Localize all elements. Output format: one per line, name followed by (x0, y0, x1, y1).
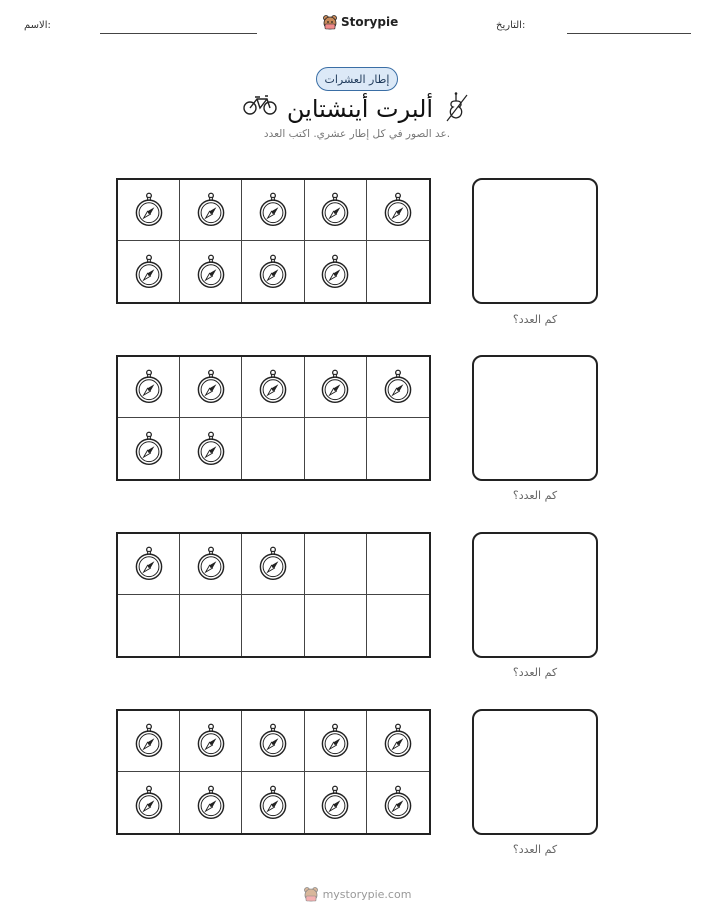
frame-cell (305, 772, 367, 833)
frame-cell (305, 180, 367, 241)
compass-icon (193, 190, 229, 230)
compass-icon (255, 783, 291, 823)
footer (0, 886, 714, 902)
compass-icon (193, 544, 229, 584)
frame-cell (242, 772, 304, 833)
how-many-question-2: كم العدد؟ (512, 489, 558, 502)
brand-logo (322, 14, 398, 30)
compass-icon (131, 252, 167, 292)
frame-cell (118, 241, 180, 302)
frame-cell (242, 357, 304, 418)
compass-icon (193, 367, 229, 407)
date-label: التاريخ: (496, 20, 526, 31)
frame-cell (180, 534, 242, 595)
frame-cell (305, 357, 367, 418)
compass-icon (380, 721, 416, 761)
frame-cell (367, 595, 429, 656)
instructions: عد الصور في كل إطار عشري. اكتب العدد. (263, 128, 451, 140)
frame-cell (242, 180, 304, 241)
name-line[interactable] (100, 33, 257, 34)
compass-icon (193, 252, 229, 292)
violin-icon (443, 91, 471, 123)
how-many-question-3: كم العدد؟ (512, 666, 558, 679)
frame-cell (180, 711, 242, 772)
frame-cell (305, 418, 367, 479)
compass-icon (255, 721, 291, 761)
ten-frame-4 (116, 709, 431, 835)
bear-mascot-icon (322, 14, 338, 30)
frame-cell (367, 772, 429, 833)
frame-cell (242, 711, 304, 772)
frame-cell (242, 241, 304, 302)
ten-frame-3 (116, 532, 431, 658)
compass-icon (317, 190, 353, 230)
bear-mascot-icon (303, 886, 319, 902)
compass-icon (131, 429, 167, 469)
answer-box-2[interactable] (472, 355, 598, 481)
ten-frame-1 (116, 178, 431, 304)
compass-icon (131, 783, 167, 823)
frame-cell (367, 711, 429, 772)
frame-cell (305, 534, 367, 595)
frame-cell (305, 595, 367, 656)
compass-icon (317, 721, 353, 761)
compass-icon (255, 252, 291, 292)
worksheet-badge: إطار العشرات (316, 67, 398, 91)
frame-cell (242, 595, 304, 656)
compass-icon (317, 367, 353, 407)
compass-icon (193, 721, 229, 761)
frame-cell (180, 241, 242, 302)
compass-icon (255, 190, 291, 230)
frame-cell (180, 357, 242, 418)
frame-cell (118, 180, 180, 241)
frame-cell (180, 595, 242, 656)
frame-cell (367, 180, 429, 241)
compass-icon (193, 783, 229, 823)
compass-icon (131, 367, 167, 407)
answer-box-1[interactable] (472, 178, 598, 304)
compass-icon (380, 367, 416, 407)
date-line[interactable] (567, 33, 691, 34)
frame-cell (305, 241, 367, 302)
compass-icon (317, 252, 353, 292)
frame-cell (367, 241, 429, 302)
frame-cell (180, 772, 242, 833)
compass-icon (380, 190, 416, 230)
bicycle-icon (243, 93, 277, 117)
ten-frame-2 (116, 355, 431, 481)
frame-cell (118, 418, 180, 479)
compass-icon (131, 721, 167, 761)
name-label: الاسم: (24, 20, 51, 31)
how-many-question-4: كم العدد؟ (512, 843, 558, 856)
frame-cell (180, 418, 242, 479)
frame-cell (367, 418, 429, 479)
frame-cell (242, 534, 304, 595)
frame-cell (242, 418, 304, 479)
frame-cell (180, 180, 242, 241)
frame-cell (118, 711, 180, 772)
answer-box-4[interactable] (472, 709, 598, 835)
frame-cell (118, 534, 180, 595)
frame-cell (118, 357, 180, 418)
compass-icon (131, 190, 167, 230)
compass-icon (193, 429, 229, 469)
answer-box-3[interactable] (472, 532, 598, 658)
page-title: ألبرت أينشتاين (286, 95, 434, 123)
how-many-question-1: كم العدد؟ (512, 313, 558, 326)
compass-icon (131, 544, 167, 584)
compass-icon (255, 544, 291, 584)
frame-cell (367, 357, 429, 418)
frame-cell (305, 711, 367, 772)
frame-cell (367, 534, 429, 595)
frame-cell (118, 595, 180, 656)
footer-site: mystorypie.com (322, 887, 412, 901)
compass-icon (255, 367, 291, 407)
frame-cell (118, 772, 180, 833)
compass-icon (380, 783, 416, 823)
compass-icon (317, 783, 353, 823)
brand-name: Storypie (341, 15, 399, 29)
